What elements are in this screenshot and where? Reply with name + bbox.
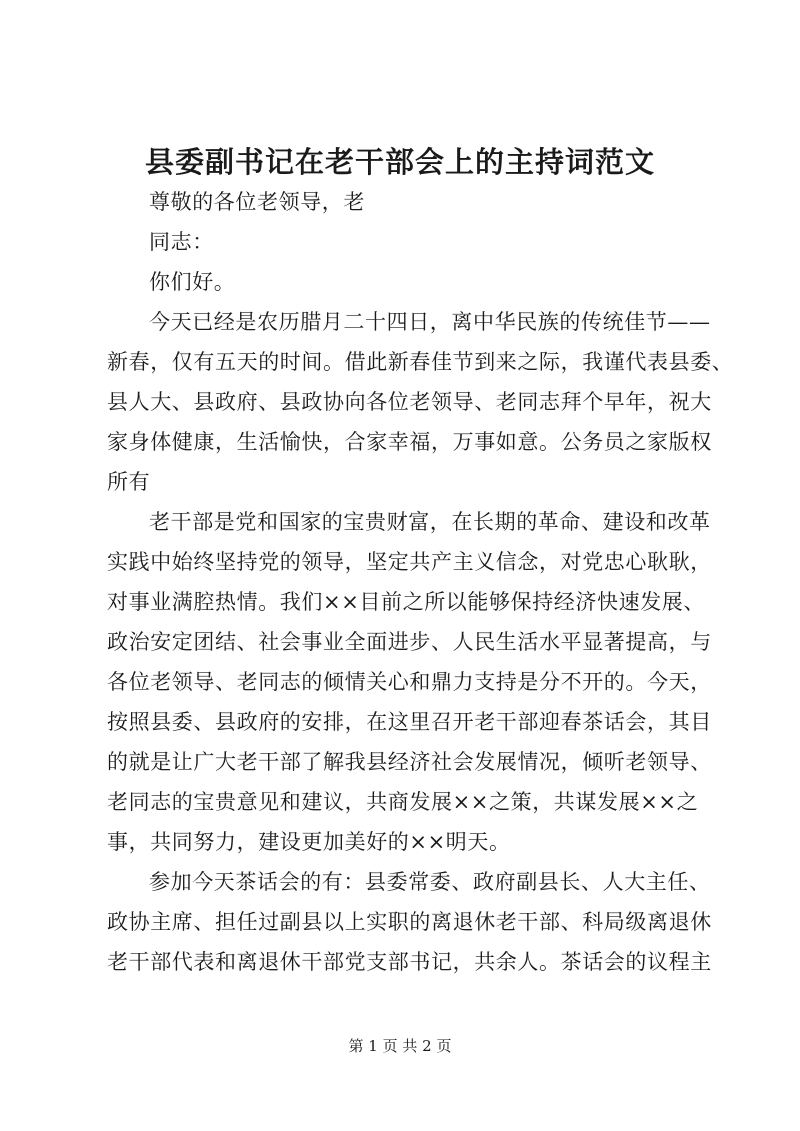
text-line: 的就是让广大老干部了解我县经济社会发展情况，倾听老领导、 [107, 750, 712, 774]
text-line: 你们好。 [149, 270, 236, 294]
text-line: 对事业满腔热情。我们××目前之所以能够保持经济快速发展、 [107, 590, 705, 614]
text-line: 老干部是党和国家的宝贵财富，在长期的革命、建设和改革 [149, 510, 711, 534]
text-line: 县人大、县政府、县政协向各位老领导、老同志拜个早年，祝大 [107, 390, 712, 414]
text-line: 家身体健康，生活愉快，合家幸福，万事如意。公务员之家版权 [107, 430, 712, 454]
text-line: 老干部代表和离退休干部党支部书记，共余人。茶话会的议程主 [107, 950, 712, 974]
text-line: 新春，仅有五天的时间。借此新春佳节到来之际，我谨代表县委、 [107, 350, 734, 374]
text-line: 政治安定团结、社会事业全面进步、人民生活水平显著提高，与 [107, 630, 712, 654]
document-body [107, 182, 734, 982]
text-line: 尊敬的各位老领导，老 [149, 190, 365, 214]
text-line: 政协主席、担任过副县以上实职的离退休老干部、科局级离退休 [107, 910, 712, 934]
text-line: 按照县委、县政府的安排，在这里召开老干部迎春茶话会，其目 [107, 710, 712, 734]
text-line: 参加今天茶话会的有：县委常委、政府副县长、人大主任、 [149, 870, 711, 894]
text-line: 各位老领导、老同志的倾情关心和鼎力支持是分不开的。今天， [107, 670, 712, 694]
text-line: 所有 [107, 470, 151, 494]
text-line: 同志： [149, 230, 214, 254]
text-line: 老同志的宝贵意见和建议，共商发展××之策，共谋发展××之 [107, 790, 699, 814]
document-title: 县委副书记在老干部会上的主持词范文 [144, 145, 655, 179]
text-line: 今天已经是农历腊月二十四日，离中华民族的传统佳节—— [149, 310, 711, 334]
text-line: 事，共同努力，建设更加美好的××明天。 [107, 830, 511, 854]
page-footer: 第 1 页 共 2 页 [348, 1037, 452, 1055]
text-line: 实践中始终坚持党的领导，坚定共产主义信念，对党忠心耿耿， [107, 550, 712, 574]
